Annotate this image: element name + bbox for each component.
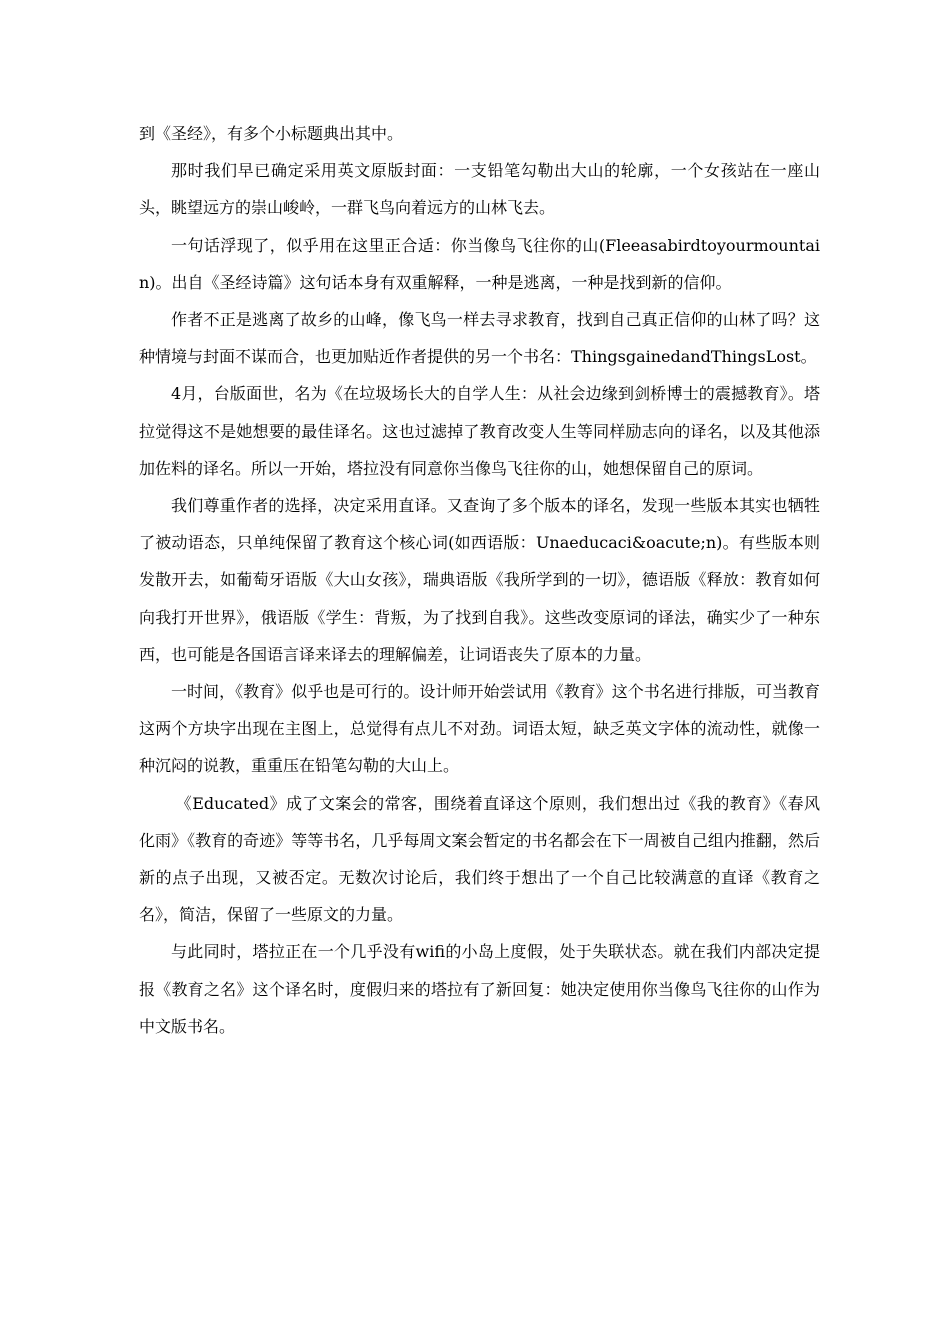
paragraph-5: 4月，台版面世，名为《在垃圾场长大的自学人生：从社会边缘到剑桥博士的震撼教育》。塔拉觉得这不是她想要的最佳译名。这也过滤掉了教育改变人生等同样励志向的译名，以及其他添加佐料的译名。所以一开始，塔拉没有同意你当像鸟飞往你的山，她想保留自己的原词。 xyxy=(139,384,820,478)
paragraph-8: 《Educated》成了文案会的常客，围绕着直译这个原则，我们想出过《我的教育》《春风化雨》《教育的奇迹》等等书名，几乎每周文案会暂定的书名都会在下一周被自己组内推翻，然后新的点子出现，又被否定。无数次讨论后，我们终于想出了一个自己比较满意的直译《教育之名》，简洁，保留了一些原文的力量。 xyxy=(139,793,820,925)
paragraph-6: 我们尊重作者的选择，决定采用直译。又查询了多个版本的译名，发现一些版本其实也牺牲了被动语态，只单纯保留了教育这个核心词(如西语版：Unaeducaci&oacute;n)。有些版本则发散开去，如葡萄牙语版《大山女孩》，瑞典语版《我所学到的一切》，德语版《释放：教育如何向我打开世界》，俄语版《学生：背叛，为了找到自我》。这些改变原词的译法，确实少了一种东西，也可能是各国语言译来译去的理解偏差，让词语丧失了原本的力量。 xyxy=(139,496,820,664)
document-page xyxy=(139,115,820,1045)
paragraph-9: 与此同时，塔拉正在一个几乎没有wifi的小岛上度假，处于失联状态。就在我们内部决定提报《教育之名》这个译名时，度假归来的塔拉有了新回复：她决定使用你当像鸟飞往你的山作为中文版书名。 xyxy=(139,942,820,1036)
paragraph-4: 作者不正是逃离了故乡的山峰，像飞鸟一样去寻求教育，找到自己真正信仰的山林了吗？这种情境与封面不谋而合，也更加贴近作者提供的另一个书名：ThingsgainedandThingsLost。 xyxy=(139,310,820,367)
paragraph-7: 一时间，《教育》似乎也是可行的。设计师开始尝试用《教育》这个书名进行排版，可当教育这两个方块字出现在主图上，总觉得有点儿不对劲。词语太短，缺乏英文字体的流动性，就像一种沉闷的说教，重重压在铅笔勾勒的大山上。 xyxy=(139,682,820,776)
paragraph-1: 到《圣经》，有多个小标题典出其中。 xyxy=(139,124,404,143)
paragraph-3: 一句话浮现了，似乎用在这里正合适：你当像鸟飞往你的山(Fleeasabirdtoyourmountain)。出自《圣经诗篇》这句话本身有双重解释，一种是逃离，一种是找到新的信仰。 xyxy=(139,235,820,292)
paragraph-2: 那时我们早已确定采用英文原版封面：一支铅笔勾勒出大山的轮廓，一个女孩站在一座山头，眺望远方的崇山峻岭，一群飞鸟向着远方的山林飞去。 xyxy=(139,161,820,218)
